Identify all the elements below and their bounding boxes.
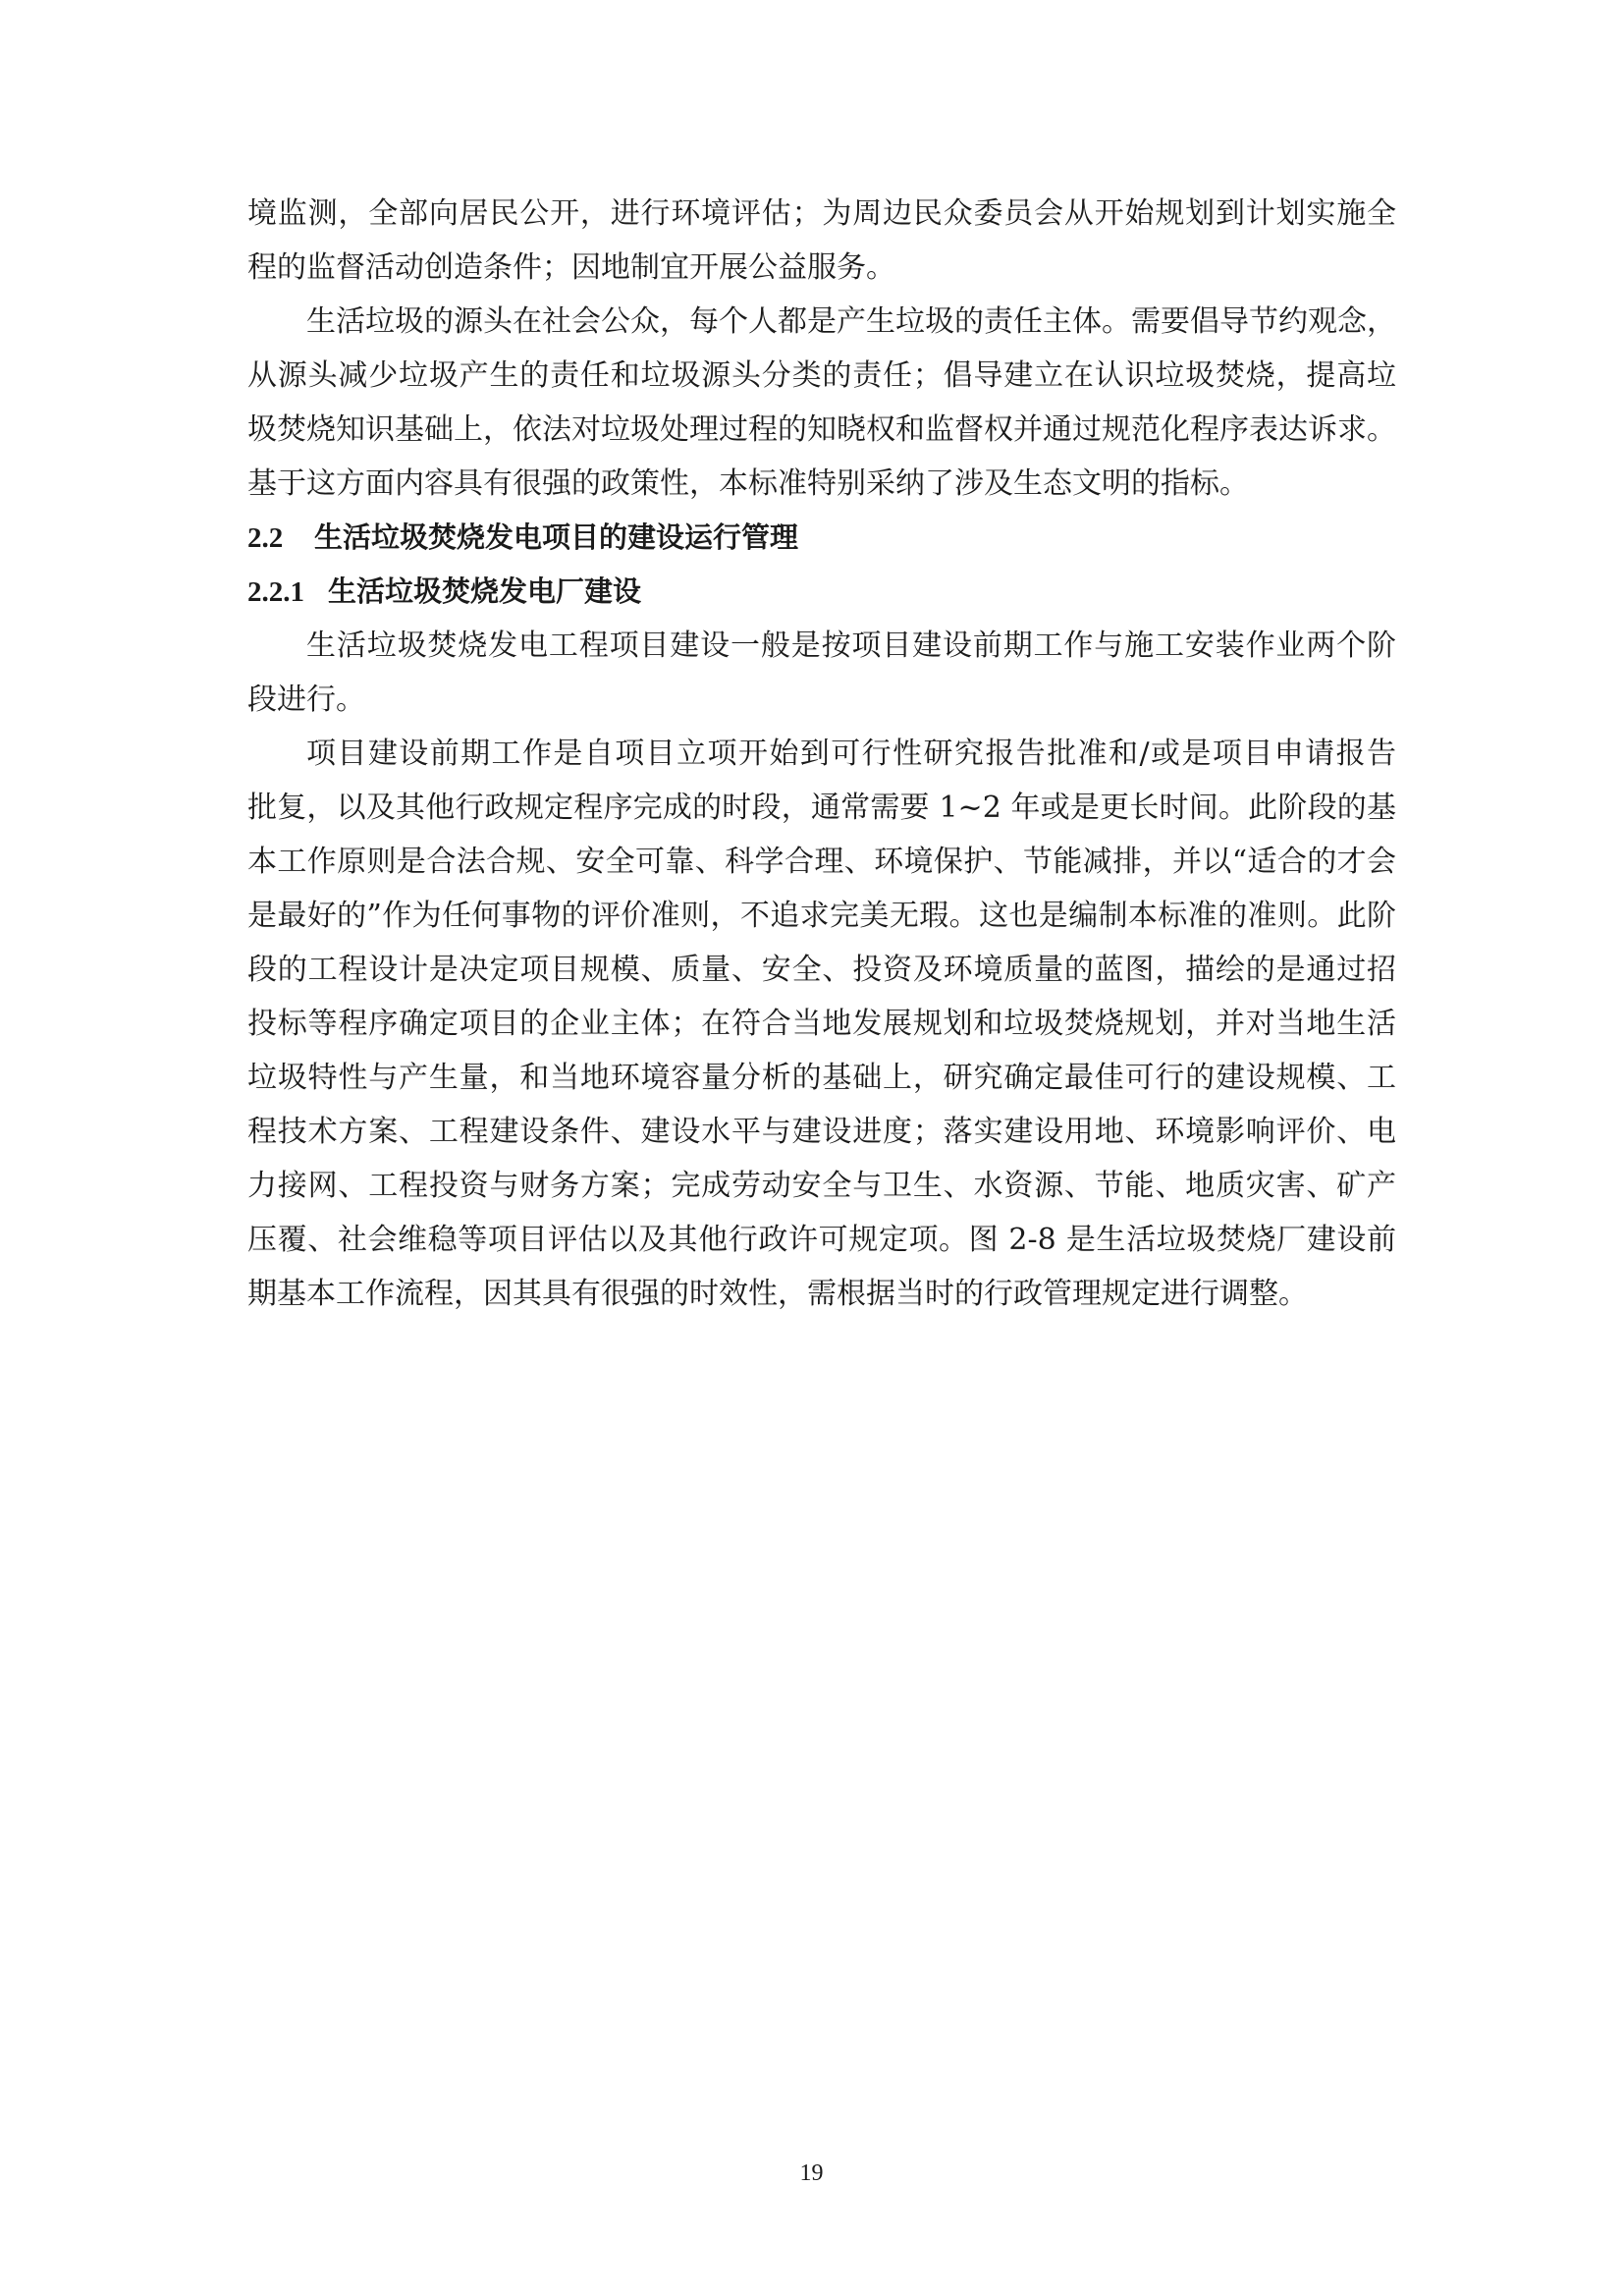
paragraph-2 bbox=[247, 295, 1396, 511]
text-line: 程的监督活动创造条件；因地制宜开展公益服务。 bbox=[247, 250, 895, 285]
text-line: 段进行。 bbox=[247, 683, 365, 717]
text-line: 段的工程设计是决定项目规模、质量、安全、投资及环境质量的蓝图，描绘的是通过招 bbox=[247, 953, 1396, 987]
section-number: 2.2.1 bbox=[247, 576, 304, 608]
paragraph-4 bbox=[247, 727, 1396, 1321]
text-line: 从源头减少垃圾产生的责任和垃圾源头分类的责任；倡导建立在认识垃圾焚烧，提高垃 bbox=[247, 358, 1396, 393]
text-line: 项目建设前期工作是自项目立项开始到可行性研究报告批准和/或是项目申请报告 bbox=[306, 737, 1396, 771]
text-line: 期基本工作流程，因其具有很强的时效性，需根据当时的行政管理规定进行调整。 bbox=[247, 1277, 1308, 1311]
text-line: 力接网、工程投资与财务方案；完成劳动安全与卫生、水资源、节能、地质灾害、矿产 bbox=[247, 1169, 1396, 1203]
text-line: 圾焚烧知识基础上，依法对垃圾处理过程的知晓权和监督权并通过规范化程序表达诉求。 bbox=[247, 412, 1396, 447]
section-title: 生活垃圾焚烧发电项目的建设运行管理 bbox=[314, 520, 799, 554]
text-line: 境监测，全部向居民公开，进行环境评估；为周边民众委员会从开始规划到计划实施全 bbox=[247, 196, 1396, 231]
text-line: 投标等程序确定项目的企业主体；在符合当地发展规划和垃圾焚烧规划，并对当地生活 bbox=[247, 1007, 1396, 1041]
paragraph-1 bbox=[247, 187, 1396, 295]
text-line: 生活垃圾焚烧发电工程项目建设一般是按项目建设前期工作与施工安装作业两个阶 bbox=[306, 629, 1396, 663]
text-line: 生活垃圾的源头在社会公众，每个人都是产生垃圾的责任主体。需要倡导节约观念， bbox=[306, 304, 1396, 339]
text-line: 压覆、社会维稳等项目评估以及其他行政许可规定项。图 2-8 是生活垃圾焚烧厂建设前 bbox=[247, 1223, 1396, 1257]
text-line: 程技术方案、工程建设条件、建设水平与建设进度；落实建设用地、环境影响评价、电 bbox=[247, 1115, 1396, 1149]
text-line: 批复，以及其他行政规定程序完成的时段，通常需要 1~2 年或是更长时间。此阶段的基 bbox=[247, 791, 1396, 825]
section-heading-2-2 bbox=[247, 511, 1396, 565]
text-line: 是最好的”作为任何事物的评价准则，不追求完美无瑕。这也是编制本标准的准则。此阶 bbox=[247, 899, 1396, 933]
page-number: 19 bbox=[799, 2160, 824, 2186]
text-line: 基于这方面内容具有很强的政策性，本标准特别采纳了涉及生态文明的指标。 bbox=[247, 466, 1249, 501]
text-line: 垃圾特性与产生量，和当地环境容量分析的基础上，研究确定最佳可行的建设规模、工 bbox=[247, 1061, 1396, 1095]
text-line: 本工作原则是合法合规、安全可靠、科学合理、环境保护、节能减排，并以“适合的才会 bbox=[247, 845, 1396, 879]
section-number: 2.2 bbox=[247, 522, 284, 554]
paragraph-3 bbox=[247, 619, 1396, 727]
section-title: 生活垃圾焚烧发电厂建设 bbox=[328, 574, 642, 608]
document-page bbox=[247, 187, 1396, 1321]
section-heading-2-2-1 bbox=[247, 565, 1396, 619]
